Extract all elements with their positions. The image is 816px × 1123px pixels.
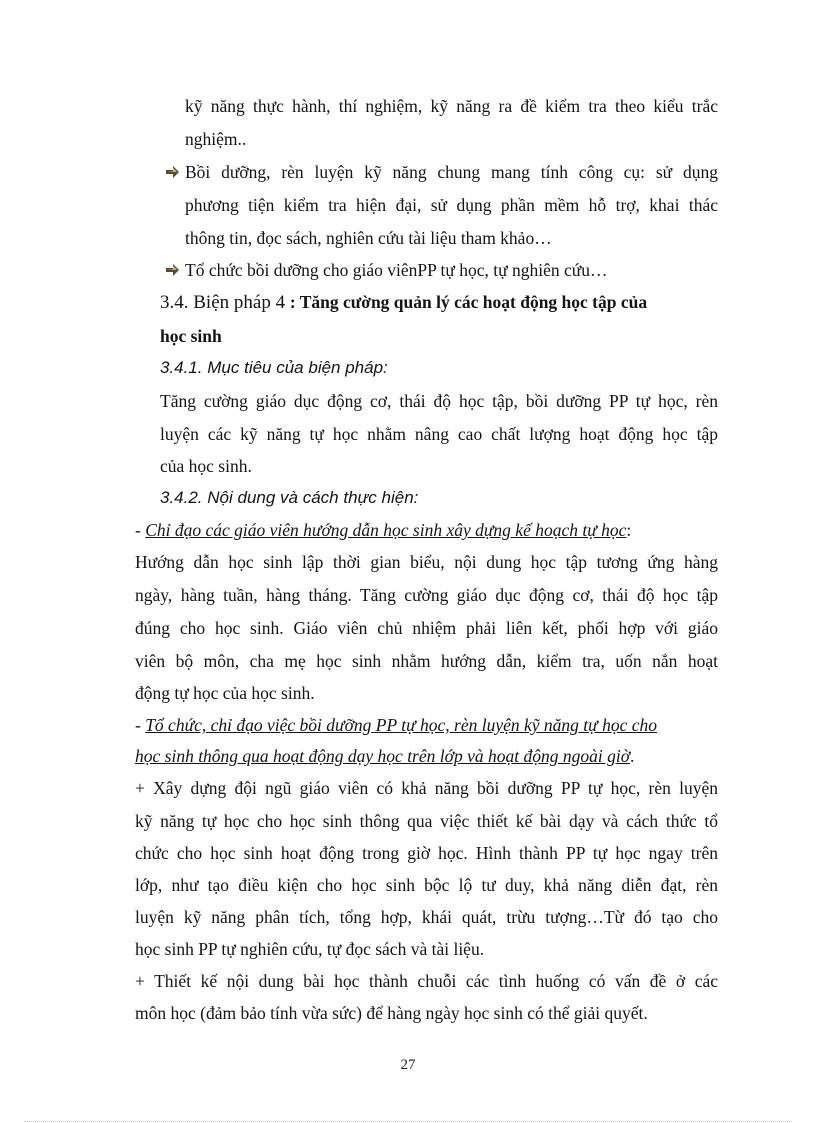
section-title: : Tăng cường quản lý các hoạt động học tập của: [289, 292, 648, 312]
subsection-heading: 3.4.2. Nội dung và cách thực hiện:: [160, 488, 419, 507]
subsection-heading: 3.4.1. Mục tiêu của biện pháp:: [160, 358, 388, 377]
paragraph-line: + Thiết kế nội dung bài học thành chuỗi các tình huống có vấn đề ở các: [135, 971, 718, 991]
bullet-text-line: thông tin, đọc sách, nghiên cứu tài liệu tham khảo…: [185, 228, 552, 248]
directive-text: Chỉ đạo các giáo viên hướng dẫn học sinh xây dựng kế hoạch tự học: [145, 520, 627, 540]
paragraph-line: ngày, hàng tuần, hàng tháng. Tăng cường giáo dục động cơ, thái độ học tập: [135, 585, 718, 605]
section-title-continued: học sinh: [160, 326, 222, 346]
directive-line: [135, 714, 657, 736]
arrow-bullet-icon: [164, 164, 180, 180]
bullet-text-line: nghiệm..: [185, 129, 247, 149]
paragraph-line: của học sinh.: [160, 456, 252, 476]
section-number: 3.4. Biện pháp 4: [160, 292, 290, 313]
page-bottom-divider: [24, 1121, 792, 1122]
paragraph-line: luyện kỹ năng phân tích, tổng hợp, khái quát, trừu tượng…Từ đó tạo cho: [135, 907, 718, 927]
arrow-bullet-icon: [164, 262, 180, 278]
paragraph-line: luyện các kỹ năng tự học nhằm nâng cao chất lượng hoạt động học tập: [160, 424, 718, 444]
paragraph-line: Tăng cường giáo dục động cơ, thái độ học tập, bồi dưỡng PP tự học, rèn: [160, 391, 718, 411]
directive-text: Tổ chức, chỉ đạo việc bồi dưỡng PP tự học, rèn luyện kỹ năng tự học cho: [145, 715, 657, 735]
paragraph-line: môn học (đảm bảo tính vừa sức) để hàng ngày học sinh có thể giải quyết.: [135, 1003, 648, 1023]
bullet-text-line: phương tiện kiểm tra hiện đại, sử dụng phần mềm hỗ trợ, khai thác: [185, 195, 718, 215]
paragraph-line: học sinh PP tự nghiên cứu, tự đọc sách và tài liệu.: [135, 939, 485, 959]
dash: -: [135, 715, 146, 735]
paragraph-line: Hướng dẫn học sinh lập thời gian biểu, nội dung học tập tương ứng hàng: [135, 552, 718, 572]
paragraph-line: đúng cho học sinh. Giáo viên chủ nhiệm phải liên kết, phối hợp với giáo: [135, 618, 718, 638]
bullet-text-line: Tổ chức bồi dưỡng cho giáo viênPP tự học, tự nghiên cứu…: [185, 260, 608, 280]
paragraph-line: + Xây dựng đội ngũ giáo viên có khả năng bồi dưỡng PP tự học, rèn luyện: [135, 778, 718, 798]
paragraph-line: động tự học của học sinh.: [135, 683, 315, 703]
bullet-text-line: Bồi dưỡng, rèn luyện kỹ năng chung mang tính công cụ: sử dụng: [185, 162, 718, 182]
paragraph-line: chức cho học sinh hoạt động trong giờ học. Hình thành PP tự học ngay trên: [135, 843, 718, 863]
directive-text: học sinh thông qua hoạt động dạy học trên lớp và hoạt động ngoài giờ: [135, 746, 631, 766]
period: .: [630, 746, 635, 766]
directive-line: [135, 519, 631, 541]
page-number: 27: [400, 1057, 416, 1073]
directive-line: [135, 745, 634, 767]
paragraph-line: kỹ năng tự học cho học sinh thông qua việc thiết kế bài dạy và cách thức tổ: [135, 811, 718, 831]
section-heading: [160, 291, 718, 314]
paragraph-line: viên bộ môn, cha mẹ học sinh nhằm hướng dẫn, kiểm tra, uốn nắn hoạt: [135, 651, 718, 671]
paragraph-line: lớp, như tạo điều kiện cho học sinh bộc lộ tư duy, khả năng diễn đạt, rèn: [135, 875, 718, 895]
colon: :: [626, 520, 632, 540]
dash: -: [135, 520, 146, 540]
bullet-text-line: kỹ năng thực hành, thí nghiệm, kỹ năng ra đề kiểm tra theo kiểu trắc: [185, 96, 718, 116]
